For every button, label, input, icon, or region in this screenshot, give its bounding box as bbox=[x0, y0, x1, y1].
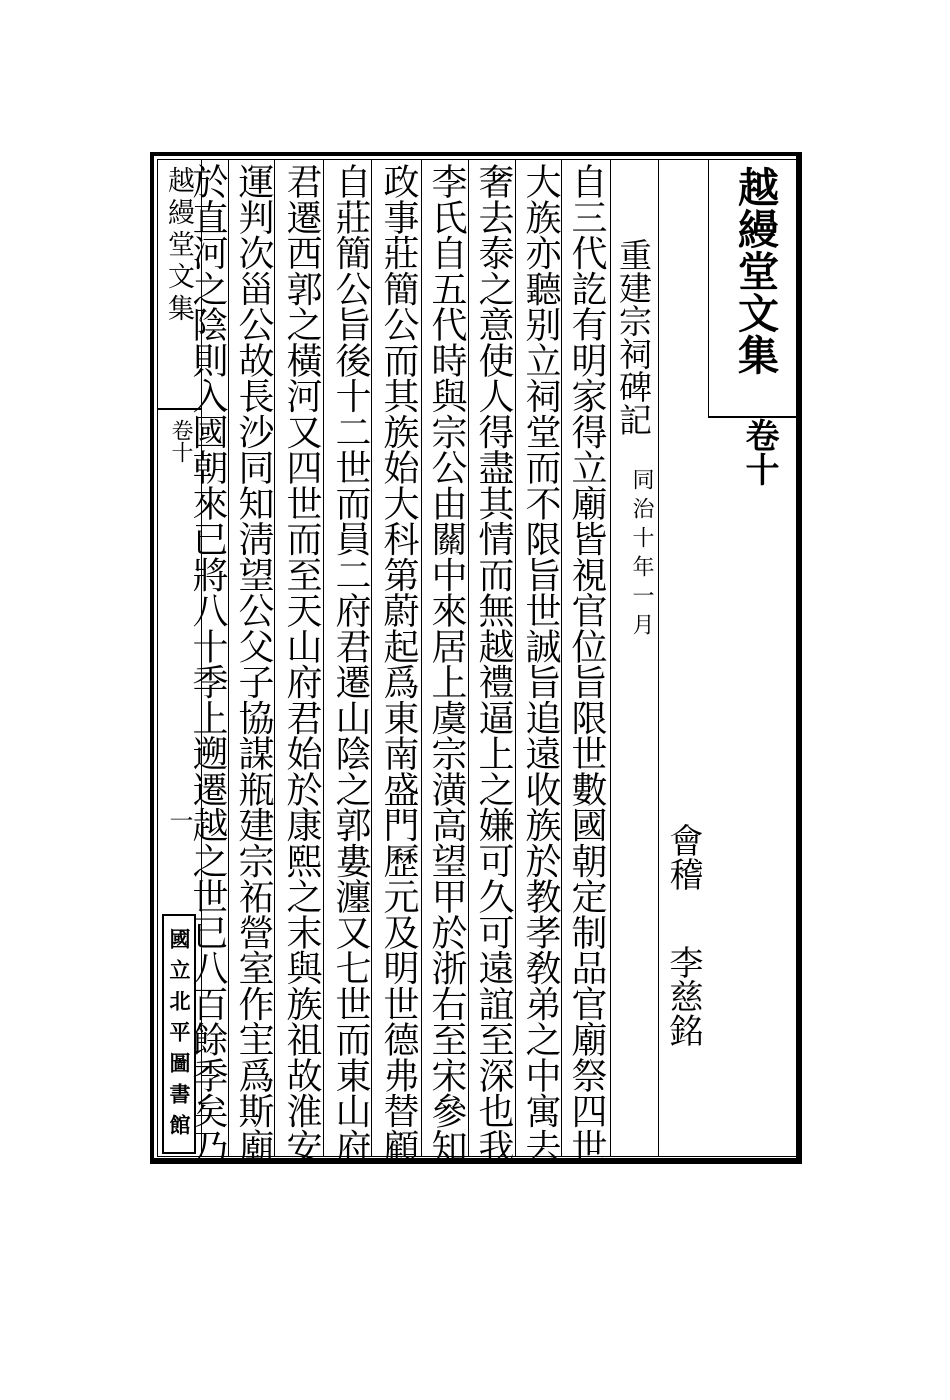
body-column-4: 李氏自五代時與宗公由關中來居上虞宗潢高望甲於浙右至宋參知 bbox=[426, 163, 467, 1164]
volume-label: 卷十 bbox=[739, 418, 779, 486]
body-column-8: 運判次甾公故長沙同知淸望公父子協謀瓶建宗祏營室作宔爲斯廟 bbox=[233, 163, 274, 1164]
column-rule bbox=[708, 160, 709, 418]
date-note: 同治十年一月 bbox=[629, 468, 654, 642]
gutter-page-number: 一 bbox=[165, 808, 193, 832]
body-column-3: 奢去泰之意使人得盡其情而無越禮逼上之嫌可久可遠誼至深也我 bbox=[473, 163, 514, 1164]
body-column-6: 自莊簡公旨後十二世而員二府君遷山陰之郭婁瀍又七世而東山府 bbox=[330, 163, 371, 1164]
gutter-volume: 卷十 bbox=[168, 419, 193, 463]
column-rule bbox=[274, 160, 275, 1156]
column-rule bbox=[610, 160, 611, 1156]
gutter-book-title: 越縵堂文集 bbox=[163, 166, 194, 326]
body-column-1: 自三代訖有明家得立廟皆視官位旨限世數國朝定制品官廟祭四世 bbox=[566, 163, 607, 1164]
column-rule bbox=[421, 160, 422, 1156]
body-column-9: 於直河之陰則入國朝來已將八十季上遡遷越之世已八百餘季矣乃 bbox=[187, 163, 228, 1164]
column-rule bbox=[228, 160, 229, 1156]
column-rule bbox=[468, 160, 469, 1156]
author-name: 李慈銘 bbox=[663, 945, 703, 1047]
body-column-2: 大族亦聽别立祠堂而不限旨世誠旨追遠收族於教孝敎弟之中寓去 bbox=[520, 163, 561, 1164]
column-rule bbox=[515, 160, 516, 1156]
article-title: 重建宗祠碑記 bbox=[614, 238, 653, 436]
library-stamp: 國立北平圖書館 bbox=[167, 928, 192, 1145]
body-column-5: 政事莊簡公而其族始大科第蔚起爲東南盛門歷元及明世德弗替顧 bbox=[378, 163, 419, 1164]
author-origin: 會稽 bbox=[663, 823, 703, 891]
book-title: 越縵堂文集 bbox=[731, 166, 779, 376]
column-rule bbox=[323, 160, 324, 1156]
column-rule bbox=[561, 160, 562, 1156]
column-rule bbox=[371, 160, 372, 1156]
body-column-7: 君遷西郭之橫河又四世而至天山府君始於康熙之末與族祖故淮安 bbox=[281, 163, 322, 1164]
column-rule bbox=[658, 160, 659, 1156]
